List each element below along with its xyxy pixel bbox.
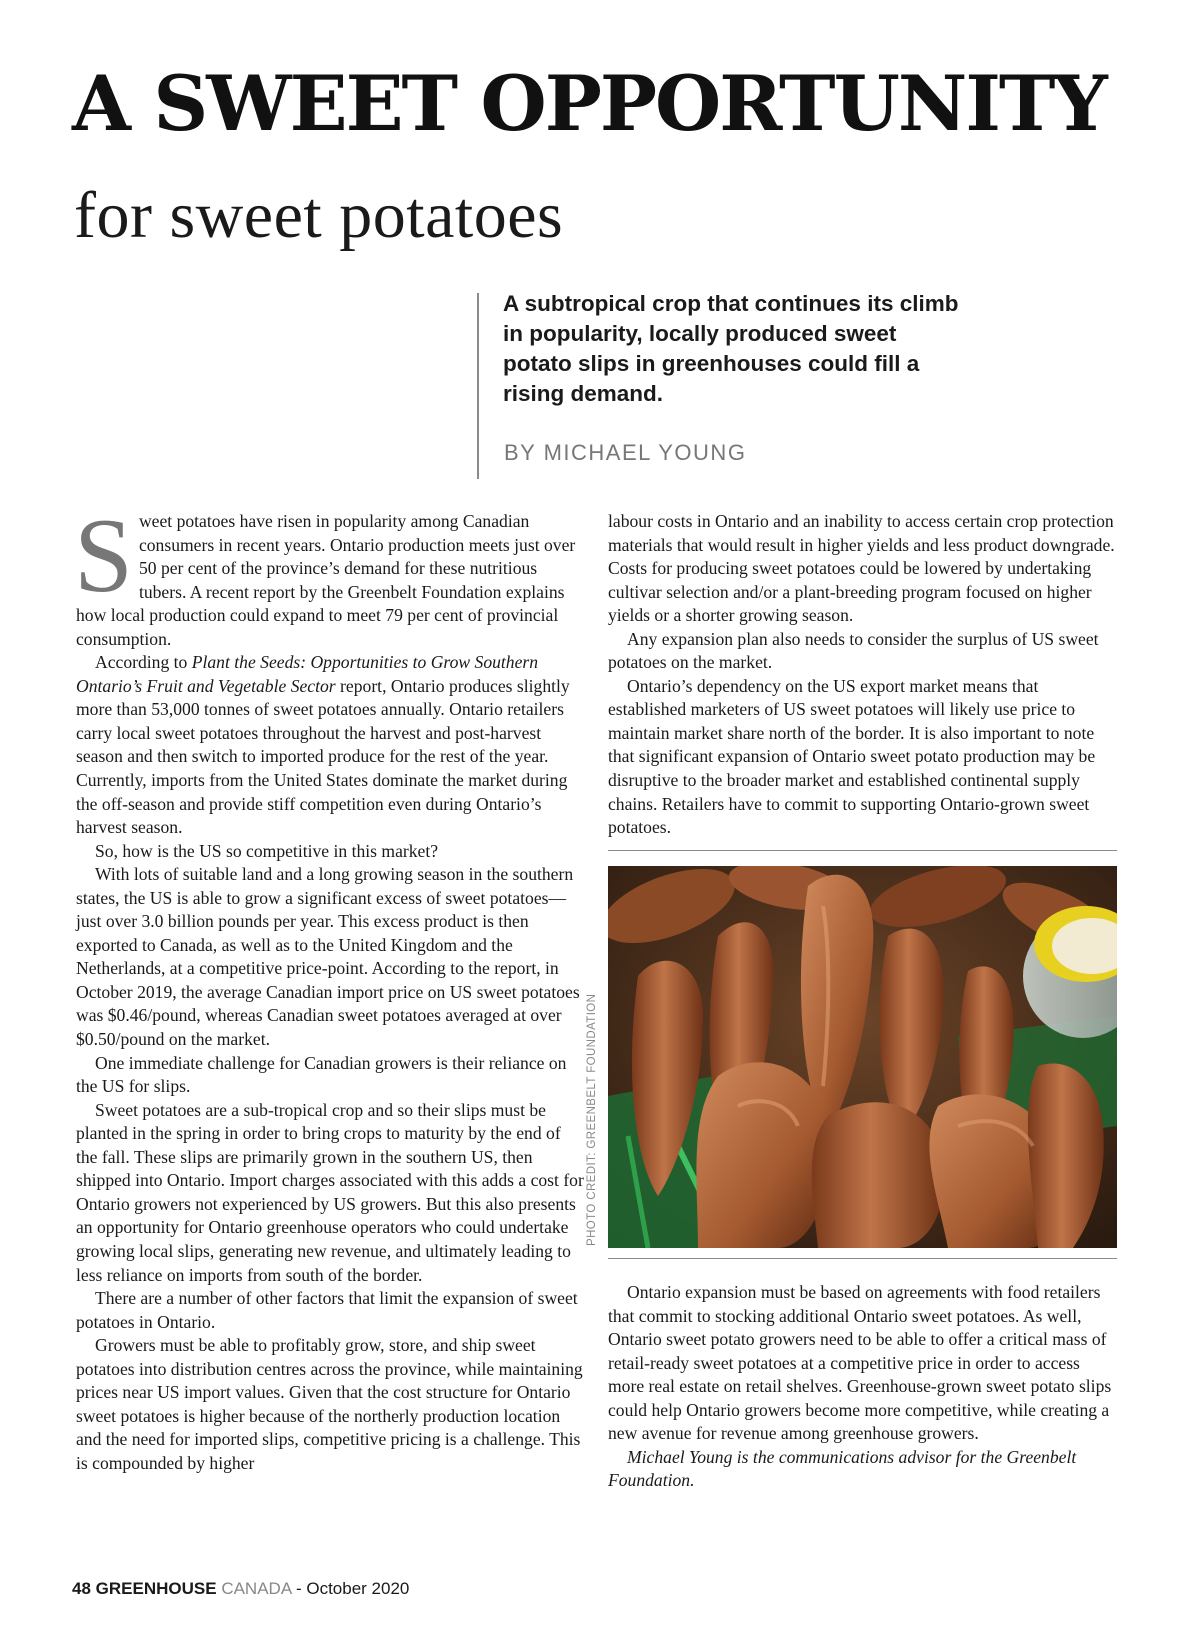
byline: BY MICHAEL YOUNG <box>504 440 747 465</box>
page-footer <box>72 1579 409 1599</box>
body-paragraph <box>74 497 586 651</box>
body-paragraph: Ontario expansion must be based on agreements with food retailers that commit to stocking additional Ontario sweet potatoes. As well, Ontario sweet potato growers need to be able to offer a critical mass of retail-ready sweet potatoes at a competitive price in order to access more real estate on retail shelves. Greenhouse-grown sweet potato slips could help Ontario growers become more competitive, while creating a new avenue for revenue among greenhouse growers. <box>608 1282 1112 1444</box>
magazine-name-light: CANADA <box>221 1579 292 1598</box>
deck-divider <box>477 293 479 479</box>
photo-credit: PHOTO CREDIT: GREENBELT FOUNDATION <box>586 993 598 1246</box>
drop-cap: S <box>74 497 133 614</box>
page-number: 48 <box>72 1579 91 1598</box>
report-title: Plant the Seeds: Opportunities to Grow Southern Ontario’s Fruit and Vegetable Sector <box>76 652 539 696</box>
paragraph-text: According to <box>95 652 192 673</box>
body-paragraph: Sweet potatoes are a sub-tropical crop and so their slips must be planted in the spring in order to bring crops to maturity by the end of the fall. These slips are primarily grown in the southern US, then shipped into Ontario. Import charges associated with this adds a cost for Ontario growers not experienced by US growers. But this also presents an opportunity for Ontario greenhouse operators who could undertake growing local slips, generating new revenue, and ultimately leading to less reliance on imports from south of the border. <box>76 1099 584 1285</box>
author-bio-text: Michael Young is the communications advisor for the Greenbelt Foundation. <box>608 1446 1077 1491</box>
paragraph-text: weet potatoes have risen in popularity among Canadian consumers in recent years. Ontario production meets just over 50 per cent of the province’s demand for these nutritious tubers. A recent report by the Greenbelt Foundation explains how local production could expand to meet 79 per cent of provincial consumption. <box>76 511 576 649</box>
body-paragraph: With lots of suitable land and a long growing season in the southern states, the US is able to grow a significant excess of sweet potatoes—just over 3.0 billion pounds per year. This excess product is then exported to Canada, as well as to the United Kingdom and the Netherlands, at a competitive price-point. According to the report, in October 2019, the average Canadian import price on US sweet potatoes was $0.46/pound, whereas Canadian sweet potatoes averaged at over $0.50/pound on the market. <box>76 864 580 1050</box>
body-paragraph: Any expansion plan also needs to consider the surplus of US sweet potatoes on the market. <box>608 628 1099 673</box>
article-column-left <box>74 497 586 1475</box>
body-paragraph: Growers must be able to profitably grow, store, and ship sweet potatoes into distribution centres across the province, while maintaining prices near US import values. Given that the cost structure for Ontario sweet potatoes is higher because of the northerly production location and the need for imported slips, competitive pricing is a challenge. This is compounded by higher <box>76 1335 583 1473</box>
issue-date: - October 2020 <box>295 1579 410 1598</box>
photo-top-rule <box>608 850 1117 851</box>
body-paragraph <box>76 651 586 839</box>
body-paragraph: Ontario’s dependency on the US export market means that established marketers of US sweet potatoes will likely use price to maintain market share north of the border. It is also important to note that significant expansion of Ontario sweet potato production may be disruptive to the broader market and established continental supply chains. Retailers have to commit to supporting Ontario-grown sweet potatoes. <box>608 675 1096 838</box>
body-paragraph: There are a number of other factors that limit the expansion of sweet potatoes in Ontario. <box>76 1288 578 1332</box>
article-subtitle: for sweet potatoes <box>74 179 564 252</box>
article-deck: A subtropical crop that continues its climb in popularity, locally produced sweet potato slips in greenhouses could fill a rising demand. <box>503 291 959 406</box>
article-column-right-top <box>608 510 1120 840</box>
photo-bottom-rule <box>608 1258 1117 1259</box>
body-paragraph: So, how is the US so competitive in this market? <box>95 840 439 861</box>
article-title: A SWEET OPPORTUNITY <box>72 59 1106 148</box>
author-bio <box>608 1446 1120 1493</box>
magazine-name: GREENHOUSE <box>95 1579 217 1598</box>
article-column-right-bottom <box>608 1281 1120 1493</box>
body-paragraph: One immediate challenge for Canadian growers is their reliance on the US for slips. <box>76 1052 567 1097</box>
body-paragraph: labour costs in Ontario and an inability to access certain crop protection materials that would result in higher yields and less product downgrade. Costs for producing sweet potatoes could be lowered by undertaking cultivar selection and/or a plant-breeding program focused on higher yields or a shorter growing season. <box>608 511 1115 626</box>
sweet-potato-photo <box>608 866 1117 1248</box>
paragraph-text: report, Ontario produces slightly more than 53,000 tonnes of sweet potatoes annually. Ontario retailers carry local sweet potatoes throughout the harvest and post-harvest season and then switch to imported produce for the rest of the year. Currently, imports from the United States dominate the market during the off-season and provide stiff competition even during Ontario’s harvest season. <box>76 675 570 838</box>
